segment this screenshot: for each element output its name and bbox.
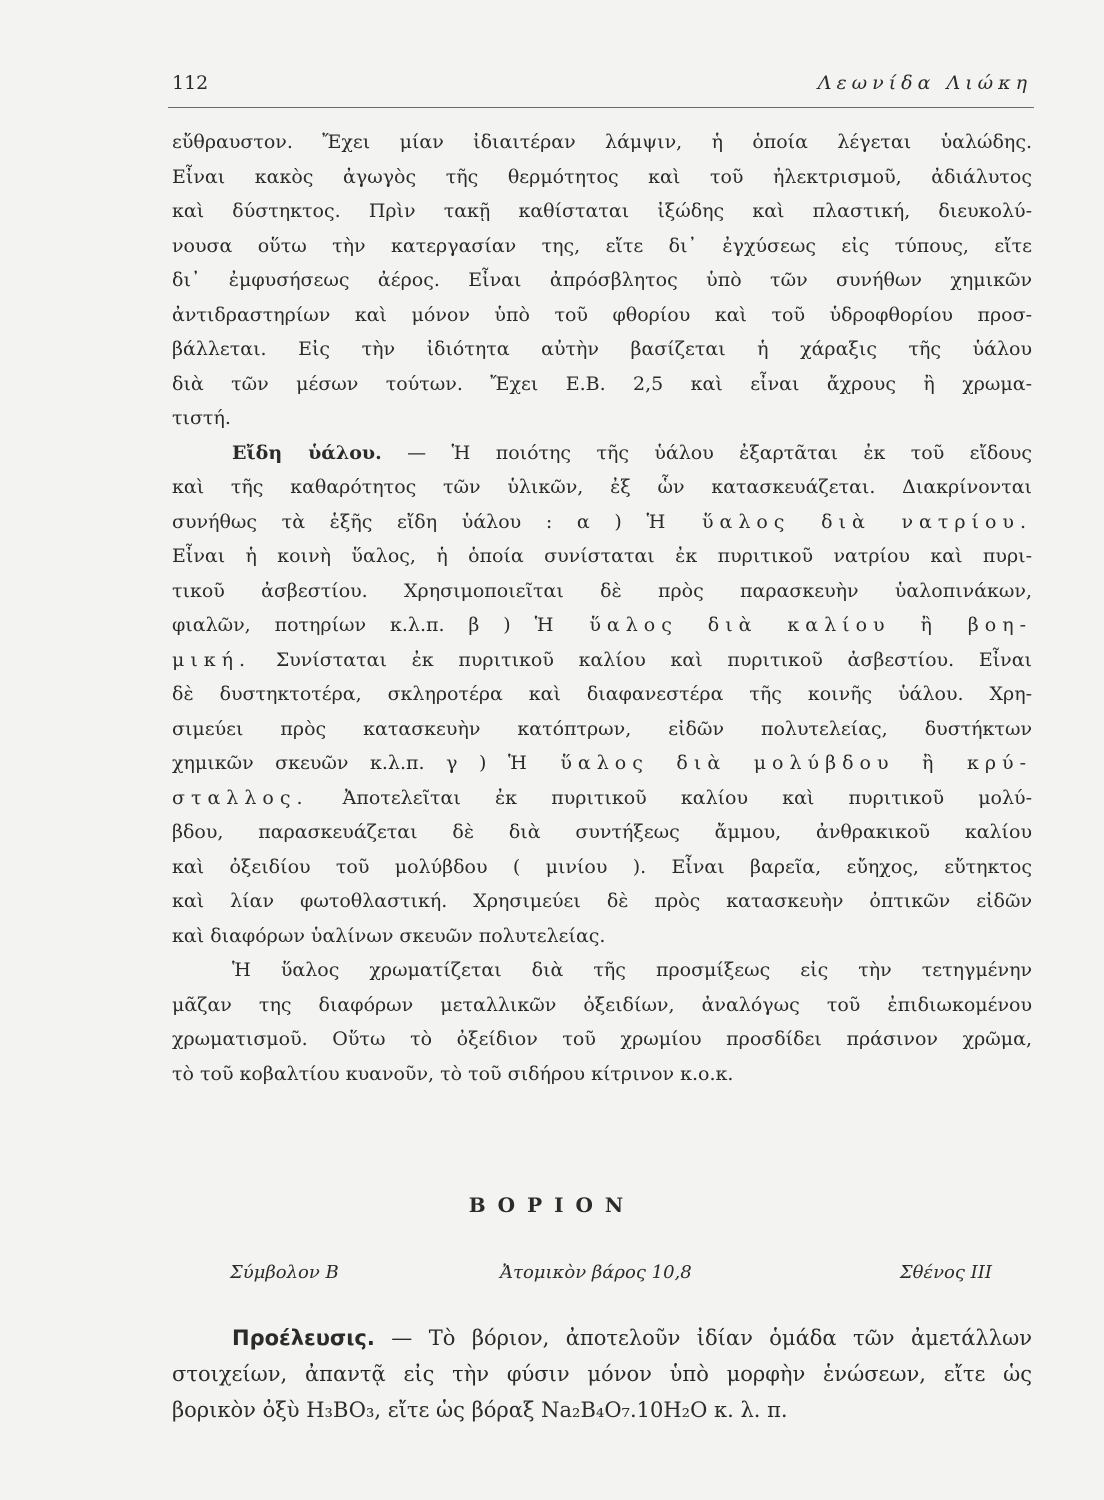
text-line: εὔθραυστον. Ἔχει μίαν ἰδιαιτέραν λάμψιν, ἡ ὁποία λέγεται ὑαλώδης. <box>172 131 1032 153</box>
text-line: ἀντιδραστηρίων καὶ μόνον ὑπὸ τοῦ φθορίου καὶ τοῦ ὑδροφθορίου προσ- <box>172 303 1032 326</box>
section-title: ΒΟΡΙΟΝ <box>468 1193 636 1217</box>
subsection-heading: Προέλευσις. <box>232 1326 375 1350</box>
text-line: δὲ δυστηκτοτέρα, σκληροτέρα καὶ διαφανεστέρα τῆς κοινῆς ὑάλου. Χρη- <box>172 683 1032 705</box>
main-text <box>172 125 1032 1091</box>
text-line: καὶ δύστηκτος. Πρὶν τακῇ καθίσταται ἰξώδης καὶ πλαστική, διευκολύ- <box>172 200 1032 222</box>
text-span: Ἀποτελεῖται ἐκ πυριτικοῦ καλίου καὶ πυριτικοῦ μολύ- <box>308 786 1032 809</box>
text-line: τικοῦ ἀσβεστίου. Χρησιμοποιεῖται δὲ πρὸς παρασκευὴν ὑαλοπινάκων, <box>172 579 1032 602</box>
text-span: χημικῶν σκευῶν κ.λ.π. γ ) <box>172 752 508 774</box>
text-line <box>172 1320 1032 1356</box>
text-line: Ἡ ὕαλος χρωματίζεται διὰ τῆς προσμίξεως εἰς τὴν τετηγμένην <box>232 959 1032 981</box>
text-line: καὶ ὀξειδίου τοῦ μολύβδου ( μινίου ). Εἶναι βαρεῖα, εὔηχος, εὔτηκτος <box>172 855 1032 878</box>
text-line: Εἶναι ἡ κοινὴ ὕαλος, ἡ ὁποία συνίσταται ἐκ πυριτικοῦ νατρίου καὶ πυρι- <box>172 545 1032 567</box>
text-line: βορικὸν ὀξὺ H₃BO₃, εἴτε ὡς βόραξ Na₂B₄O₇.10H₂O κ. λ. π. <box>172 1398 788 1422</box>
text-span: — Ἡ ποιότης τῆς ὑάλου ἐξαρτᾶται ἐκ τοῦ εἴδους <box>407 441 1032 464</box>
text-line <box>172 746 1032 781</box>
spaced-term: Ἡ ὕαλος διὰ μολύβδου ἢ κρύ- <box>507 752 1032 774</box>
text-span: συνήθως τὰ ἑξῆς εἴδη ὑάλου : α ) <box>172 510 647 533</box>
text-line: χρωματισμοῦ. Οὕτω τὸ ὀξείδιον τοῦ χρωμίου προσδίδει πράσινον χρῶμα, <box>172 1028 1032 1050</box>
running-header-author: Λεωνίδα Λιώκη <box>817 72 1032 94</box>
text-span: φιαλῶν, ποτηρίων κ.λ.π. β ) <box>172 614 535 636</box>
element-symbol: Σύμβολον Β <box>230 1262 339 1283</box>
text-line: δι᾽ ἐμφυσήσεως ἀέρος. Εἶναι ἀπρόσβλητος ὑπὸ τῶν συνήθων χημικῶν <box>172 269 1032 291</box>
text-line: νουσα οὕτω τὴν κατεργασίαν της, εἴτε δι᾽ ἐγχύσεως εἰς τύπους, εἴτε <box>172 234 1032 257</box>
valence: Σθένος ΙΙΙ <box>899 1262 992 1283</box>
text-span: — Τὸ βόριον, ἀποτελοῦν ἰδίαν ὁμάδα τῶν ἀμετάλλων <box>374 1326 1032 1350</box>
text-line <box>172 781 1032 816</box>
text-span: Συνίσταται ἐκ πυριτικοῦ καλίου καὶ πυριτικοῦ ἀσβεστίου. Εἶναι <box>251 648 1032 671</box>
text-line <box>172 608 1032 643</box>
text-line: βδου, παρασκευάζεται δὲ διὰ συντήξεως ἄμμου, ἀνθρακικοῦ καλίου <box>172 821 1032 843</box>
spaced-term: Ἡ ὕαλος διὰ καλίου ἢ βοη- <box>534 614 1032 636</box>
text-line <box>172 643 1032 678</box>
text-line: σιμεύει πρὸς κατασκευὴν κατόπτρων, εἰδῶν πολυτελείας, δυστήκτων <box>172 717 1032 740</box>
text-line: μᾶζαν της διαφόρων μεταλλικῶν ὀξειδίων, ἀναλόγως τοῦ ἐπιδιωκομένου <box>172 993 1032 1016</box>
page-number: 112 <box>172 72 209 94</box>
text-line: καὶ λίαν φωτοθλαστική. Χρησιμεύει δὲ πρὸς κατασκευὴν ὀπτικῶν εἰδῶν <box>172 890 1032 912</box>
text-line: καὶ διαφόρων ὑαλίνων σκευῶν πολυτελείας. <box>172 924 606 947</box>
text-line: στοιχείων, ἀπαντᾷ εἰς τὴν φύσιν μόνον ὑπὸ μορφὴν ἑνώσεων, εἴτε ὡς <box>172 1362 1032 1386</box>
spaced-term: μική. <box>172 648 252 671</box>
text-line: τιστή. <box>172 407 231 429</box>
text-line: διὰ τῶν μέσων τούτων. Ἔχει Ε.Β. 2,5 καὶ εἶναι ἄχρους ἢ χρωμα- <box>172 372 1032 395</box>
section-text <box>172 1320 1032 1428</box>
text-line <box>172 505 1032 540</box>
text-line: βάλλεται. Εἰς τὴν ἰδιότητα αὐτὴν βασίζεται ἡ χάραξις τῆς ὑάλου <box>172 338 1032 360</box>
text-line <box>172 436 1032 471</box>
spaced-term: σταλλος. <box>172 786 309 809</box>
text-line: τὸ τοῦ κοβαλτίου κυανοῦν, τὸ τοῦ σιδήρου κίτρινον κ.ο.κ. <box>172 1062 734 1085</box>
text-line: Εἶναι κακὸς ἀγωγὸς τῆς θερμότητος καὶ τοῦ ἠλεκτρισμοῦ, ἀδιάλυτος <box>172 165 1032 188</box>
header-rule <box>168 107 1034 108</box>
subsection-heading: Εἴδη ὑάλου. <box>232 441 382 464</box>
text-line: καὶ τῆς καθαρότητος τῶν ὑλικῶν, ἐξ ὧν κατασκευάζεται. Διακρίνονται <box>172 476 1032 498</box>
spaced-term: Ἡ ὕαλος διὰ νατρίου. <box>646 510 1032 533</box>
atomic-weight: Ἀτομικὸν βάρος 10,8 <box>500 1262 692 1283</box>
